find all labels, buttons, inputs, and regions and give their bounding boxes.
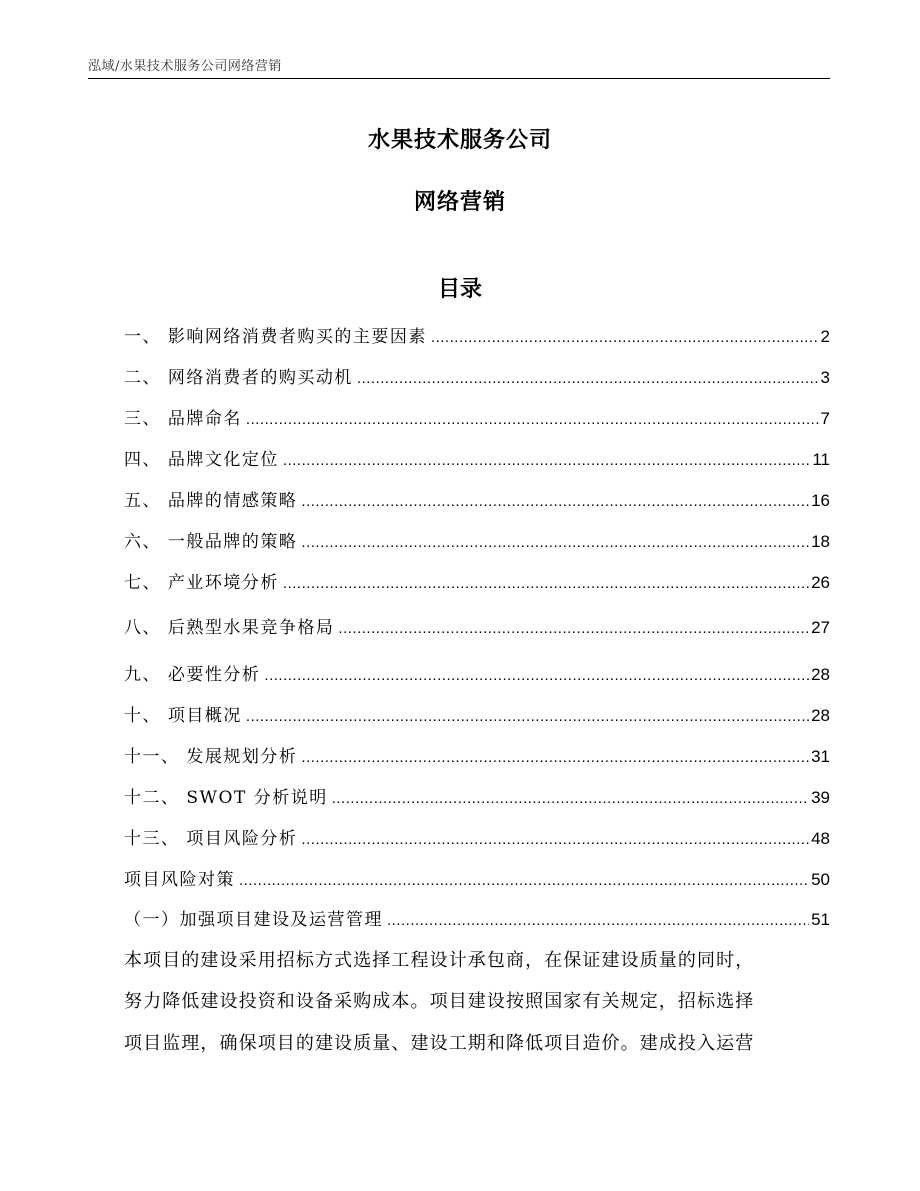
toc-entry-label: 四、 品牌文化定位 <box>124 450 279 470</box>
toc-entry-page: 39 <box>811 788 830 807</box>
toc-entry[interactable] <box>124 571 830 595</box>
toc-entry-page: 2 <box>820 327 830 346</box>
toc-leader-dots <box>239 869 809 893</box>
toc-leader-dots <box>283 572 809 596</box>
toc-entry-label: 八、 后熟型水果竞争格局 <box>124 618 335 638</box>
toc-entry-page: 18 <box>811 532 830 551</box>
toc-entry-label: 一、 影响网络消费者购买的主要因素 <box>124 327 427 347</box>
toc-leader-dots <box>301 490 809 514</box>
toc-leader-dots <box>264 664 809 688</box>
toc-entry-label: 二、 网络消费者的购买动机 <box>124 368 353 388</box>
toc-entry[interactable] <box>124 745 830 769</box>
toc-entry-label: 五、 品牌的情感策略 <box>124 491 298 511</box>
toc-entry[interactable] <box>124 704 830 728</box>
toc-entry[interactable] <box>124 786 830 810</box>
toc-leader-dots <box>246 408 819 432</box>
toc-entry-page: 26 <box>811 573 830 592</box>
toc-leader-dots <box>332 787 809 811</box>
toc-entry[interactable] <box>124 366 830 390</box>
toc-entry-page: 31 <box>811 747 830 766</box>
toc-entry-page: 48 <box>811 829 830 848</box>
toc-entry-label: 六、 一般品牌的策略 <box>124 532 298 552</box>
paragraph-line: 项目监理，确保项目的建设质量、建设工期和降低项目造价。建成投入运营 <box>124 1033 755 1054</box>
toc-entry-page: 50 <box>811 870 830 889</box>
toc-entry-page: 28 <box>811 706 830 725</box>
toc-entry[interactable] <box>124 407 830 431</box>
toc-entry[interactable] <box>124 325 830 349</box>
toc-entry-page: 7 <box>820 409 830 428</box>
paragraph-line: 本项目的建设采用招标方式选择工程设计承包商，在保证建设质量的同时， <box>124 950 755 971</box>
toc-entry[interactable] <box>124 663 830 687</box>
toc-entry-label: 九、 必要性分析 <box>124 665 261 685</box>
toc-entry[interactable] <box>124 616 830 640</box>
toc-entry-label: 七、 产业环境分析 <box>124 573 279 593</box>
toc-entry-page: 11 <box>812 450 830 469</box>
header-breadcrumb: 泓域/水果技术服务公司网络营销 <box>88 59 282 74</box>
document-subtitle: 网络营销 <box>413 190 506 215</box>
toc-leader-dots <box>246 705 809 729</box>
toc-entry-label: 十三、 项目风险分析 <box>124 829 298 849</box>
toc-leader-dots <box>301 746 809 770</box>
toc-entry-page: 16 <box>811 491 830 510</box>
toc-leader-dots <box>338 617 809 641</box>
toc-entry[interactable] <box>124 448 830 472</box>
toc-entry-page: 28 <box>811 665 830 684</box>
toc-leader-dots <box>301 531 809 555</box>
toc-entry-label: 三、 品牌命名 <box>124 409 242 429</box>
toc-entry-label: 十二、 SWOT 分析说明 <box>124 788 328 808</box>
toc-entry[interactable] <box>124 908 830 932</box>
document-title: 水果技术服务公司 <box>367 128 552 153</box>
toc-leader-dots <box>431 326 819 350</box>
toc-entry-page: 27 <box>811 618 830 637</box>
toc-entry-page: 3 <box>820 368 830 387</box>
paragraph-line: 努力降低建设投资和设备采购成本。项目建设按照国家有关规定，招标选择 <box>124 991 755 1012</box>
toc-entry[interactable] <box>124 868 830 892</box>
header-divider <box>88 78 830 79</box>
toc-entry[interactable] <box>124 827 830 851</box>
toc-leader-dots <box>357 367 819 391</box>
toc-entry-label: 十、 项目概况 <box>124 706 242 726</box>
toc-entry-page: 51 <box>811 910 830 929</box>
toc-entry-label: （一）加强项目建设及运营管理 <box>124 910 383 930</box>
toc-entry-label: 项目风险对策 <box>124 870 235 890</box>
toc-entry[interactable] <box>124 489 830 513</box>
toc-leader-dots <box>301 828 809 852</box>
toc-heading: 目录 <box>437 277 482 302</box>
toc-leader-dots <box>283 449 810 473</box>
toc-entry-label: 十一、 发展规划分析 <box>124 747 298 767</box>
toc-leader-dots <box>387 909 809 933</box>
toc-entry[interactable] <box>124 530 830 554</box>
